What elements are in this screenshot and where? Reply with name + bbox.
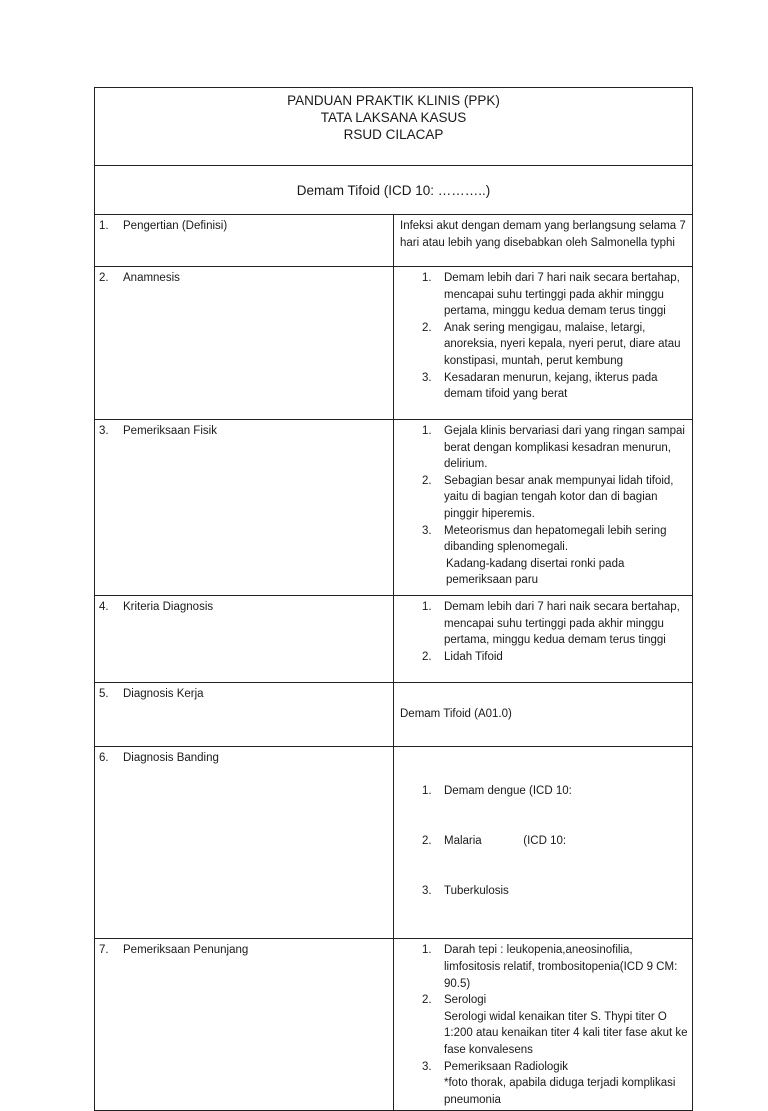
- table-row: [95, 746, 693, 939]
- row-content-cell: [394, 267, 693, 420]
- table-row: [95, 267, 693, 420]
- list-item: [394, 783, 688, 800]
- ppk-table: [94, 87, 693, 1111]
- row-label: Pemeriksaan Penunjang: [123, 944, 249, 957]
- row-label-cell: [95, 746, 394, 939]
- list-item: [394, 270, 688, 320]
- list-item: [394, 1009, 688, 1059]
- row-label: Diagnosis Banding: [123, 751, 219, 764]
- numbered-list: [394, 596, 692, 671]
- list-item: [394, 423, 688, 473]
- row-label: Pemeriksaan Fisik: [123, 425, 217, 437]
- list-number: 2.: [422, 474, 432, 487]
- row-number: 4.: [99, 600, 109, 613]
- row-label: Anamnesis: [123, 272, 180, 284]
- row-content-cell: [394, 215, 693, 267]
- list-text: Serologi: [444, 994, 487, 1007]
- list-text: Demam lebih dari 7 hari naik secara bertahap, mencapai suhu tertinggi pada akhir minggu pertama, minggu kedua demam terus tinggi: [444, 272, 680, 318]
- row-text: Infeksi akut dengan demam yang berlangsung selama 7 hari atau lebih yang disebabkan oleh Salmonella typhi: [400, 220, 686, 249]
- header-title: PANDUAN PRAKTIK KLINIS (PPK): [287, 93, 500, 108]
- list-number: 1.: [422, 944, 432, 957]
- table-row: [95, 420, 693, 596]
- list-text: Lidah Tifoid: [444, 650, 503, 663]
- list-item: [394, 883, 688, 900]
- list-item: [394, 1075, 688, 1108]
- list-text: Malaria (ICD 10:: [444, 834, 567, 847]
- list-item: [394, 833, 688, 850]
- list-text: Anak sering mengigau, malaise, letargi, anoreksia, nyeri kepala, nyeri perut, diare atau konstipasi, muntah, perut kembung: [444, 321, 681, 367]
- row-label: Diagnosis Kerja: [123, 687, 204, 700]
- list-number: 2.: [422, 994, 432, 1007]
- document-header: [95, 88, 693, 166]
- row-label-cell: [95, 682, 394, 746]
- numbered-list: [394, 747, 692, 939]
- list-text: Gejala klinis bervariasi dari yang ringan sampai berat dengan komplikasi kesadran menurun, delirium.: [444, 425, 685, 471]
- list-number: 1.: [422, 425, 432, 437]
- numbered-list: [394, 939, 692, 1110]
- row-label-cell: [95, 595, 394, 682]
- list-number: 2.: [422, 321, 432, 334]
- list-note: Kadang-kadang disertai ronki pada pemeriksaan paru: [446, 557, 625, 587]
- row-label: Kriteria Diagnosis: [123, 600, 214, 613]
- numbered-list: [394, 267, 692, 409]
- row-number: 7.: [99, 944, 109, 957]
- row-label-cell: [95, 267, 394, 420]
- list-text: Meteorismus dan hepatomegali lebih sering dibanding splenomegali.: [444, 524, 667, 554]
- row-number: 2.: [99, 272, 109, 284]
- header-hospital: RSUD CILACAP: [343, 127, 444, 142]
- table-row: [95, 595, 693, 682]
- list-number: 3.: [422, 524, 432, 537]
- header-subtitle: TATA LAKSANA KASUS: [320, 110, 467, 125]
- list-text: Tuberkulosis: [444, 884, 509, 897]
- list-text: *foto thorak, apabila diduga terjadi komplikasi pneumonia: [444, 1077, 676, 1106]
- numbered-list: [394, 420, 692, 595]
- list-item: [394, 942, 688, 992]
- list-text: Pemeriksaan Radiologik: [444, 1060, 569, 1073]
- list-item: [394, 473, 688, 523]
- row-number: 6.: [99, 751, 109, 764]
- row-number: 1.: [99, 220, 109, 232]
- row-number: 5.: [99, 687, 109, 700]
- row-content-cell: [394, 420, 693, 596]
- list-number: 2.: [422, 650, 432, 663]
- list-number: 3.: [422, 884, 432, 897]
- list-number: 1.: [422, 272, 432, 284]
- list-item: [394, 599, 688, 649]
- list-item: [394, 649, 688, 666]
- list-text: Demam dengue (ICD 10:: [444, 785, 572, 798]
- disease-title-cell: [95, 166, 693, 215]
- table-row: [95, 682, 693, 746]
- row-number: 3.: [99, 425, 109, 437]
- row-content-cell: [394, 595, 693, 682]
- list-item: [394, 1059, 688, 1076]
- list-item: [394, 320, 688, 370]
- list-number: 1.: [422, 785, 432, 798]
- table-row: [95, 939, 693, 1111]
- disease-title: Demam Tifoid (ICD 10: ………..): [296, 183, 491, 198]
- row-label: Pengertian (Definisi): [123, 220, 228, 232]
- list-text: Darah tepi : leukopenia,aneosinofilia, limfositosis relatif, trombositopenia(ICD 9 CM: 90.5): [444, 944, 678, 990]
- list-item: [394, 370, 688, 403]
- row-content-cell: [394, 939, 693, 1111]
- list-item: [394, 523, 688, 556]
- table-row: [95, 215, 693, 267]
- row-content-cell: [394, 682, 693, 746]
- row-label-cell: [95, 939, 394, 1111]
- row-content-cell: [394, 746, 693, 939]
- list-text: Sebagian besar anak mempunyai lidah tifoid, yaitu di bagian tengah kotor dan di bagian pinggir hiperemis.: [444, 474, 674, 520]
- list-item: [394, 992, 688, 1009]
- row-text: Demam Tifoid (A01.0): [400, 708, 512, 721]
- list-number: 3.: [422, 371, 432, 384]
- row-label-cell: [95, 420, 394, 596]
- list-text: Serologi widal kenaikan titer S. Thypi titer O 1:200 atau kenaikan titer 4 kali titer fase akut ke fase konvalesens: [444, 1010, 688, 1057]
- list-text: Demam lebih dari 7 hari naik secara bertahap, mencapai suhu tertinggi pada akhir minggu pertama, minggu kedua demam terus tinggi: [444, 600, 680, 647]
- list-number: 1.: [422, 600, 432, 613]
- list-number: 2.: [422, 834, 432, 847]
- row-label-cell: [95, 215, 394, 267]
- list-text: Kesadaran menurun, kejang, ikterus pada demam tifoid yang berat: [444, 371, 658, 401]
- list-number: 3.: [422, 1060, 432, 1073]
